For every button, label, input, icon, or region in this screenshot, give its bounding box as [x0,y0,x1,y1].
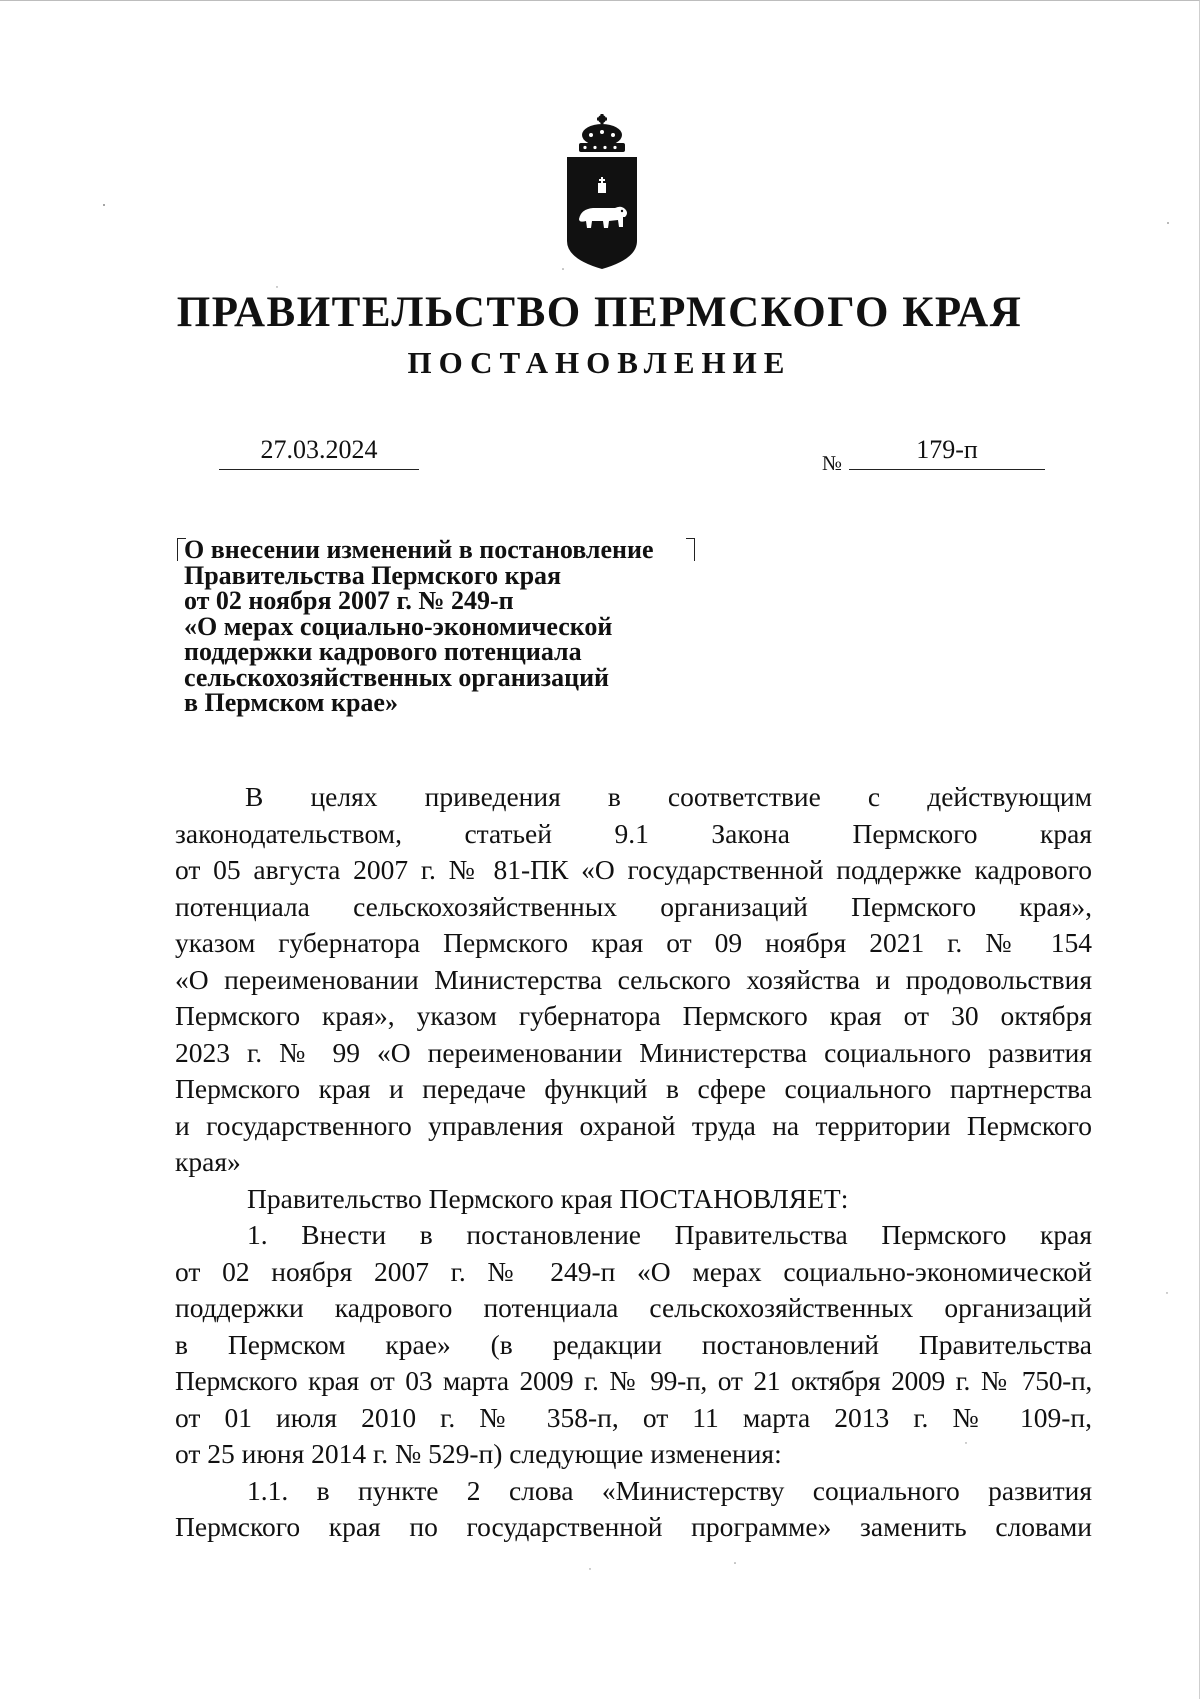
body-line: от 02 ноября 2007 г. № 249-п «О мерах социально-экономической [175,1255,1092,1287]
document-type-title: ПОСТАНОВЛЕНИЕ [407,345,792,380]
subject-line: Правительства Пермского края [184,560,562,590]
document-number: 179-п [849,431,1045,470]
body-line: от 05 августа 2007 г. № 81-ПК «О государственной поддержке кадрового [175,854,1092,885]
document-body [175,779,1092,1546]
subject-line: сельскохозяйственных организаций [184,662,610,692]
body-line: и государственного управления охраной труда на территории Пермского [175,1109,1092,1141]
body-line: «О переименовании Министерства сельского хозяйства и продовольствия [175,963,1092,995]
document-subject [177,537,717,716]
item-1-1-paragraph [175,1473,1092,1546]
resolves-line: Правительство Пермского края ПОСТАНОВЛЯЕТ: [247,1182,849,1214]
body-line: поддержки кадрового потенциала сельскохозяйственных организаций [175,1292,1092,1323]
body-line: 1. Внести в постановление Правительства Пермского края [247,1219,1092,1250]
body-line: В целях приведения в соответствие с действующим [245,781,1092,812]
document-date: 27.03.2024 [219,431,419,470]
subject-line: «О мерах социально-экономической [184,611,613,641]
body-line: Пермского края и передаче функций в сфере социального партнерства [175,1073,1092,1104]
body-line: Пермского края от 03 марта 2009 г. № 99-п, от 21 октября 2009 г. № 750-п, [175,1365,1092,1396]
body-line: потенциала сельскохозяйственных организаций Пермского края», [175,890,1092,922]
body-line: указом губернатора Пермского края от 09 ноября 2021 г. № 154 [175,927,1092,958]
preamble-paragraph [175,779,1092,1181]
item-1-paragraph [175,1217,1092,1473]
subject-line: О внесении изменений в постановление [184,535,654,564]
organization-title: ПРАВИТЕЛЬСТВО ПЕРМСКОГО КРАЯ [176,289,1023,336]
subject-line: поддержки кадрового потенциала [184,637,582,666]
subject-line: от 02 ноября 2007 г. № 249-п [184,586,514,615]
body-line: законодательством, статьей 9.1 Закона Пермского края [175,817,1092,849]
body-line: в Пермском крае» (в редакции постановлений Правительства [175,1328,1092,1360]
body-line: от 01 июля 2010 г. № 358-п, от 11 марта 2013 г. № 109-п, [175,1401,1092,1433]
subject-line: в Пермском крае» [184,688,398,717]
perm-krai-coat-of-arms-icon [565,113,639,271]
body-line: 2023 г. № 99 «О переименовании Министерства социального развития [175,1036,1092,1068]
body-line: Пермского края», указом губернатора Пермского края от 30 октября [175,1000,1092,1031]
body-line: края» [175,1146,241,1177]
number-sign: № [822,451,843,475]
body-line: 1.1. в пункте 2 слова «Министерству социального развития [247,1474,1092,1506]
body-line: от 25 июня 2014 г. № 529-п) следующие изменения: [175,1438,782,1469]
body-line: Пермского края по государственной программе» заменить словами [175,1511,1092,1542]
